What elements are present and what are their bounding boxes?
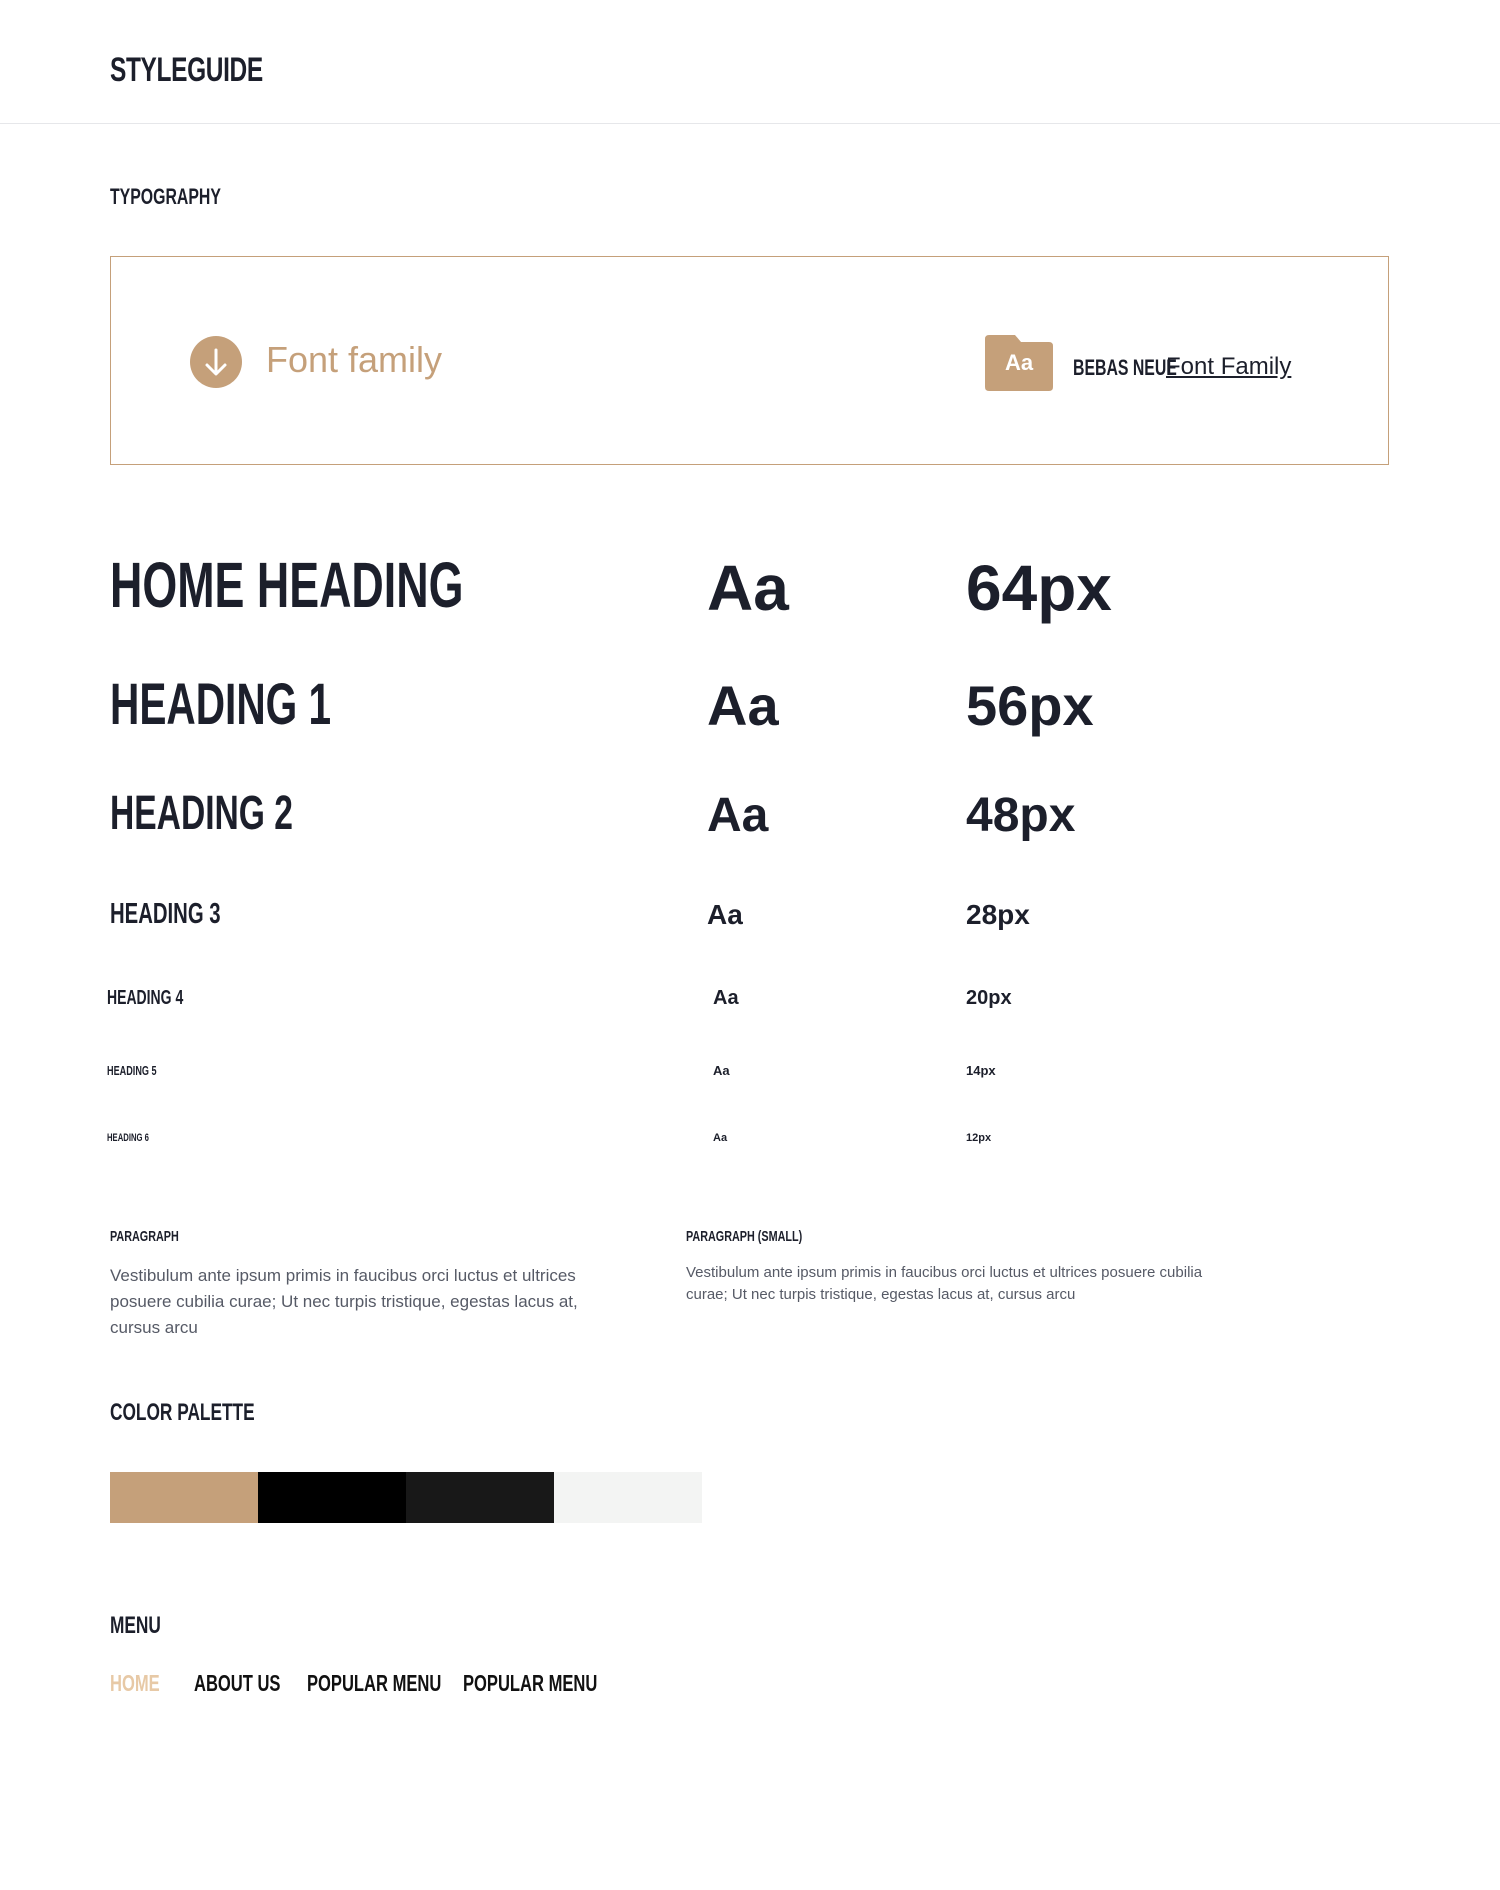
paragraph-small-sample: Vestibulum ante ipsum primis in faucibus orci luctus et ultrices posuere cubilia curae; Ut nec turpis tristique, egestas lacus at, cursus arcu <box>686 1264 1203 1303</box>
font-family-card <box>110 256 1389 465</box>
menu-item-popular-menu[interactable]: POPULAR MENU <box>463 1670 598 1696</box>
type-size: 14px <box>966 1063 996 1078</box>
color-swatch <box>110 1472 258 1523</box>
typography-section-title: TYPOGRAPHY <box>110 184 221 209</box>
menu-title: MENU <box>110 1612 161 1639</box>
type-name: HEADING 5 <box>107 1063 157 1078</box>
type-name: HEADING 6 <box>107 1132 149 1144</box>
type-size: 64px <box>966 552 1112 624</box>
folder-icon <box>985 335 1053 396</box>
paragraph-label: PARAGRAPH <box>110 1228 179 1245</box>
font-family-link[interactable]: Font Family <box>1166 353 1292 380</box>
paragraph-sample: Vestibulum ante ipsum primis in faucibus orci luctus et ultrices posuere cubilia curae; Ut nec turpis tristique, egestas lacus at, cursus arcu <box>110 1266 578 1337</box>
font-name: BEBAS NEUE <box>1073 355 1177 380</box>
site-title: STYLEGUIDE <box>110 51 263 89</box>
type-name: HEADING 3 <box>110 898 221 930</box>
type-sample: Aa <box>707 552 789 624</box>
color-swatch <box>258 1472 406 1523</box>
type-name: HEADING 4 <box>107 987 184 1009</box>
type-size: 48px <box>966 789 1076 842</box>
type-sample: Aa <box>707 674 779 737</box>
folder-label: Aa <box>1004 350 1034 375</box>
type-name: HEADING 2 <box>110 787 293 840</box>
download-font-family-link[interactable]: Font family <box>266 339 443 380</box>
paragraph-small-label: PARAGRAPH (SMALL) <box>686 1228 803 1245</box>
type-name: HEADING 1 <box>110 672 332 737</box>
type-size: 12px <box>966 1132 992 1144</box>
color-swatch <box>554 1472 702 1523</box>
type-sample: Aa <box>713 987 739 1009</box>
menu-item-home[interactable]: HOME <box>110 1670 160 1696</box>
color-palette-title: COLOR PALETTE <box>110 1399 255 1426</box>
type-name: HOME HEADING <box>110 549 464 621</box>
type-sample: Aa <box>713 1063 730 1078</box>
menu-item-about-us[interactable]: ABOUT US <box>194 1670 281 1696</box>
type-size: 56px <box>966 674 1094 737</box>
type-sample: Aa <box>707 789 769 842</box>
type-size: 28px <box>966 899 1030 930</box>
type-sample: Aa <box>713 1132 728 1144</box>
page-header <box>0 0 1500 124</box>
menu-item-popular-menu[interactable]: POPULAR MENU <box>307 1670 442 1696</box>
type-sample: Aa <box>707 899 743 930</box>
download-icon[interactable] <box>190 336 242 388</box>
type-size: 20px <box>966 987 1012 1009</box>
color-swatch <box>406 1472 554 1523</box>
